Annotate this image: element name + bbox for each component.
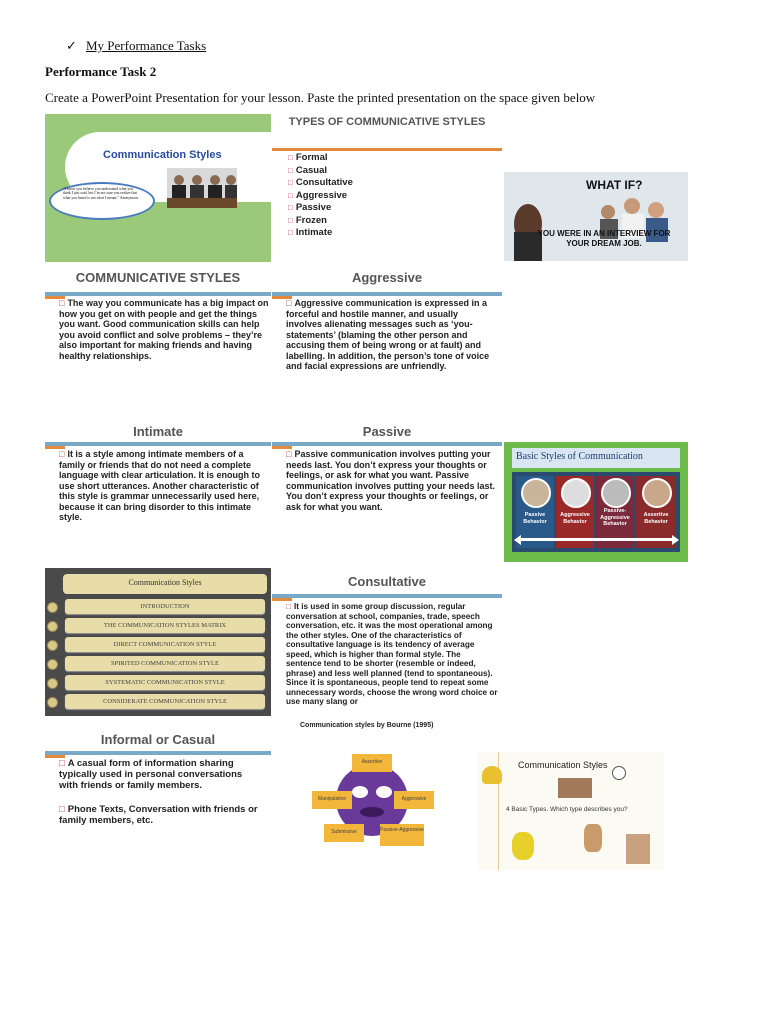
slide-informal: Informal or Casual □ A casual form of information sharing typically used in personal conversations with friends or family members. □ Phone Texts, Conversation with friends or family members, etc. [45, 726, 271, 836]
slide-title: WHAT IF? [586, 178, 643, 192]
slide-basic-styles [504, 442, 688, 562]
slide-body: It is used in some group discussion, regular conversation at school, companies, trade, speech conversation, etc. it was the most operational among the other styles. One of the characteristics of consultative language is its tendency of average speed, which is higher than formal style. The sentence tend to be shorter (resemble or indeed, phrase) and less well planned (tend to spontaneous). Since it is spontaneous, people tend to repeat some unnecessary words, choose the wrong word choice or use many slang or [286, 602, 498, 706]
slide-what-if [504, 172, 688, 261]
figure-icon [482, 766, 502, 784]
avatar [521, 478, 551, 508]
slide-title: Passive [362, 424, 412, 439]
figure-icon [626, 834, 650, 864]
slide-consultative: Consultative □ It is used in some group discussion, regular conversation at school, companies, trade, speech conversation, etc. it was the most operational among the other styles. One of the characteristics of consultative language is its tendency of average speed, which is higher than formal style. The sentence tend to be shorter (resemble or indeed, phrase) and less well planned (tend to spontaneous). Since it is spontaneous, people tend to repeat some unnecessary words, choose the wrong word choice or use many slang or [272, 568, 502, 716]
slide-title: Informal or Casual [100, 732, 216, 747]
list-item: □ Frozen [288, 215, 353, 228]
menu-item: SPIRITED COMMUNICATION STYLE [65, 656, 265, 671]
types-list [288, 152, 353, 240]
bourne-diagram [272, 718, 472, 874]
slide-title: COMMUNICATIVE STYLES [75, 270, 241, 285]
figure-icon [612, 766, 626, 780]
avatar [642, 478, 672, 508]
people-image [167, 168, 237, 208]
section-title: Performance Task 2 [45, 64, 157, 79]
figure-icon [584, 824, 602, 852]
checkmark-icon: ✓ [66, 38, 77, 53]
slide-title: Intimate [133, 424, 183, 439]
slide-intimate: Intimate □ It is a style among intimate members of a family or friends that do not need a complete language with clear articulation. It is enough to use short utterances. Another characteristic of this style is grammar unnecessarily used here, because it can bring disorder to this intimate style. [45, 418, 271, 542]
figure-icon [512, 832, 534, 860]
list-item: □ Consultative [288, 177, 353, 190]
figure-icon [558, 778, 592, 798]
list-item: □ Passive [288, 202, 353, 215]
list-item: □ Intimate [288, 227, 353, 240]
slide-body: Aggressive communication is expressed in a forceful and hostile manner, and usually involves alienating messages such as ‘you-statements’ (blaming the other person and accusing them of being wrong or at fault) and labelling. In addition, the person’s tone of voice and facial expressions are unfriendly. [286, 298, 490, 371]
slide-body: Passive communication involves putting your needs last. You don’t express your thoughts or feelings, or ask for what you want. Passive communication involves putting your needs last. You don’t express your thoughts or feelings, or ask for what you want. [286, 449, 496, 512]
avatar [601, 478, 631, 508]
checklist-label: My Performance Tasks [86, 38, 207, 53]
slide-types [272, 112, 502, 264]
slide-aggressive: Aggressive □ Aggressive communication is expressed in a forceful and hostile manner, and usually involves alienating messages such as ‘you-statements’ (blaming the other person and accusing them of being wrong or at fault) and labelling. In addition, the person’s tone of voice and facial expressions are unfriendly. [272, 264, 502, 398]
list-item: □ Aggressive [288, 190, 353, 203]
arrow-icon [518, 538, 674, 541]
menu-item: SYSTEMATIC COMMUNICATION STYLE [65, 675, 265, 690]
slide-bullet: A casual form of information sharing typically used in personal conversations with friends or family members. [59, 758, 243, 791]
slide-subtitle: 4 Basic Types. Which type describes you? [506, 806, 628, 813]
menu-item: DIRECT COMMUNICATION STYLE [65, 637, 265, 652]
slide-title: TYPES OF COMMUNICATIVE STYLES [288, 116, 486, 128]
style-label: Assertive Behavior [643, 512, 669, 525]
slide-title: Aggressive [351, 270, 423, 285]
slide-four-types [478, 752, 664, 870]
slide-caption: YOU WERE IN AN INTERVIEW FOR YOUR DREAM JOB. [537, 229, 671, 248]
petal-label: Submissive [331, 829, 357, 835]
checklist-item [66, 38, 206, 54]
slide-title: Basic Styles of Communication [516, 451, 643, 462]
menu-item: THE COMMUNICATION STYLES MATRIX [65, 618, 265, 633]
slide-communicative: COMMUNICATIVE STYLES □ The way you communicate has a big impact on how you get on with people and get the things you want. Good communication skills can help you avoid conflict and solve problems – they’re also important for making friends and having healthy relationships. [45, 264, 271, 392]
slide-passive: Passive □ Passive communication involves putting your needs last. You don’t express your thoughts or feelings, or ask for what you want. Passive communication involves putting your needs last. You don’t express your thoughts or feelings, or ask for what you want. [272, 418, 502, 542]
style-label: Passive-Aggressive Behavior [600, 508, 630, 527]
instruction-text: Create a PowerPoint Presentation for your lesson. Paste the printed presentation on the space given below [45, 90, 596, 105]
menu-item: INTRODUCTION [65, 599, 265, 614]
list-item: □ Formal [288, 152, 353, 165]
slide-title: Consultative [347, 574, 426, 589]
list-item: □ Casual [288, 165, 353, 178]
style-label: Passive Behavior [523, 512, 547, 525]
style-label: Aggressive Behavior [560, 512, 590, 525]
avatar [561, 478, 591, 508]
petal-label: Manipulative [317, 796, 347, 802]
petal-label: Aggressive [401, 796, 427, 802]
slide-body: It is a style among intimate members of a family or friends that do not need a complete language with clear articulation. It is enough to use short utterances. Another characteristic of this style is grammar unnecessarily used here, because it can bring disorder to this intimate style. [59, 449, 261, 522]
petal-label: Passive-Aggressive [380, 827, 424, 833]
petal-label: Assertive [361, 759, 383, 765]
menu-item: CONSIDERATE COMMUNICATION STYLE [65, 694, 265, 709]
slide-communication-styles [45, 114, 271, 262]
slide-bullet: Phone Texts, Conversation with friends or family members, etc. [59, 804, 258, 826]
slide-title: Communication Styles [128, 578, 202, 587]
slide-title: Communication Styles [518, 760, 608, 770]
slide-bourne [272, 718, 472, 874]
slide-title: Communication Styles [103, 149, 222, 161]
slide-menu [45, 568, 271, 716]
slide-title: Communication styles by Bourne (1995) [300, 722, 434, 729]
slide-body: The way you communicate has a big impact on how you get on with people and get the things you want. Good communication skills can help you avoid conflict and solve problems – they’re also important for making friends and having healthy relationships. [59, 298, 269, 361]
quote-text: “I know you believe you understand what you think I just said, but I’m not sure you realize that what you heard is not what I meant.” Anonymous [63, 187, 139, 200]
